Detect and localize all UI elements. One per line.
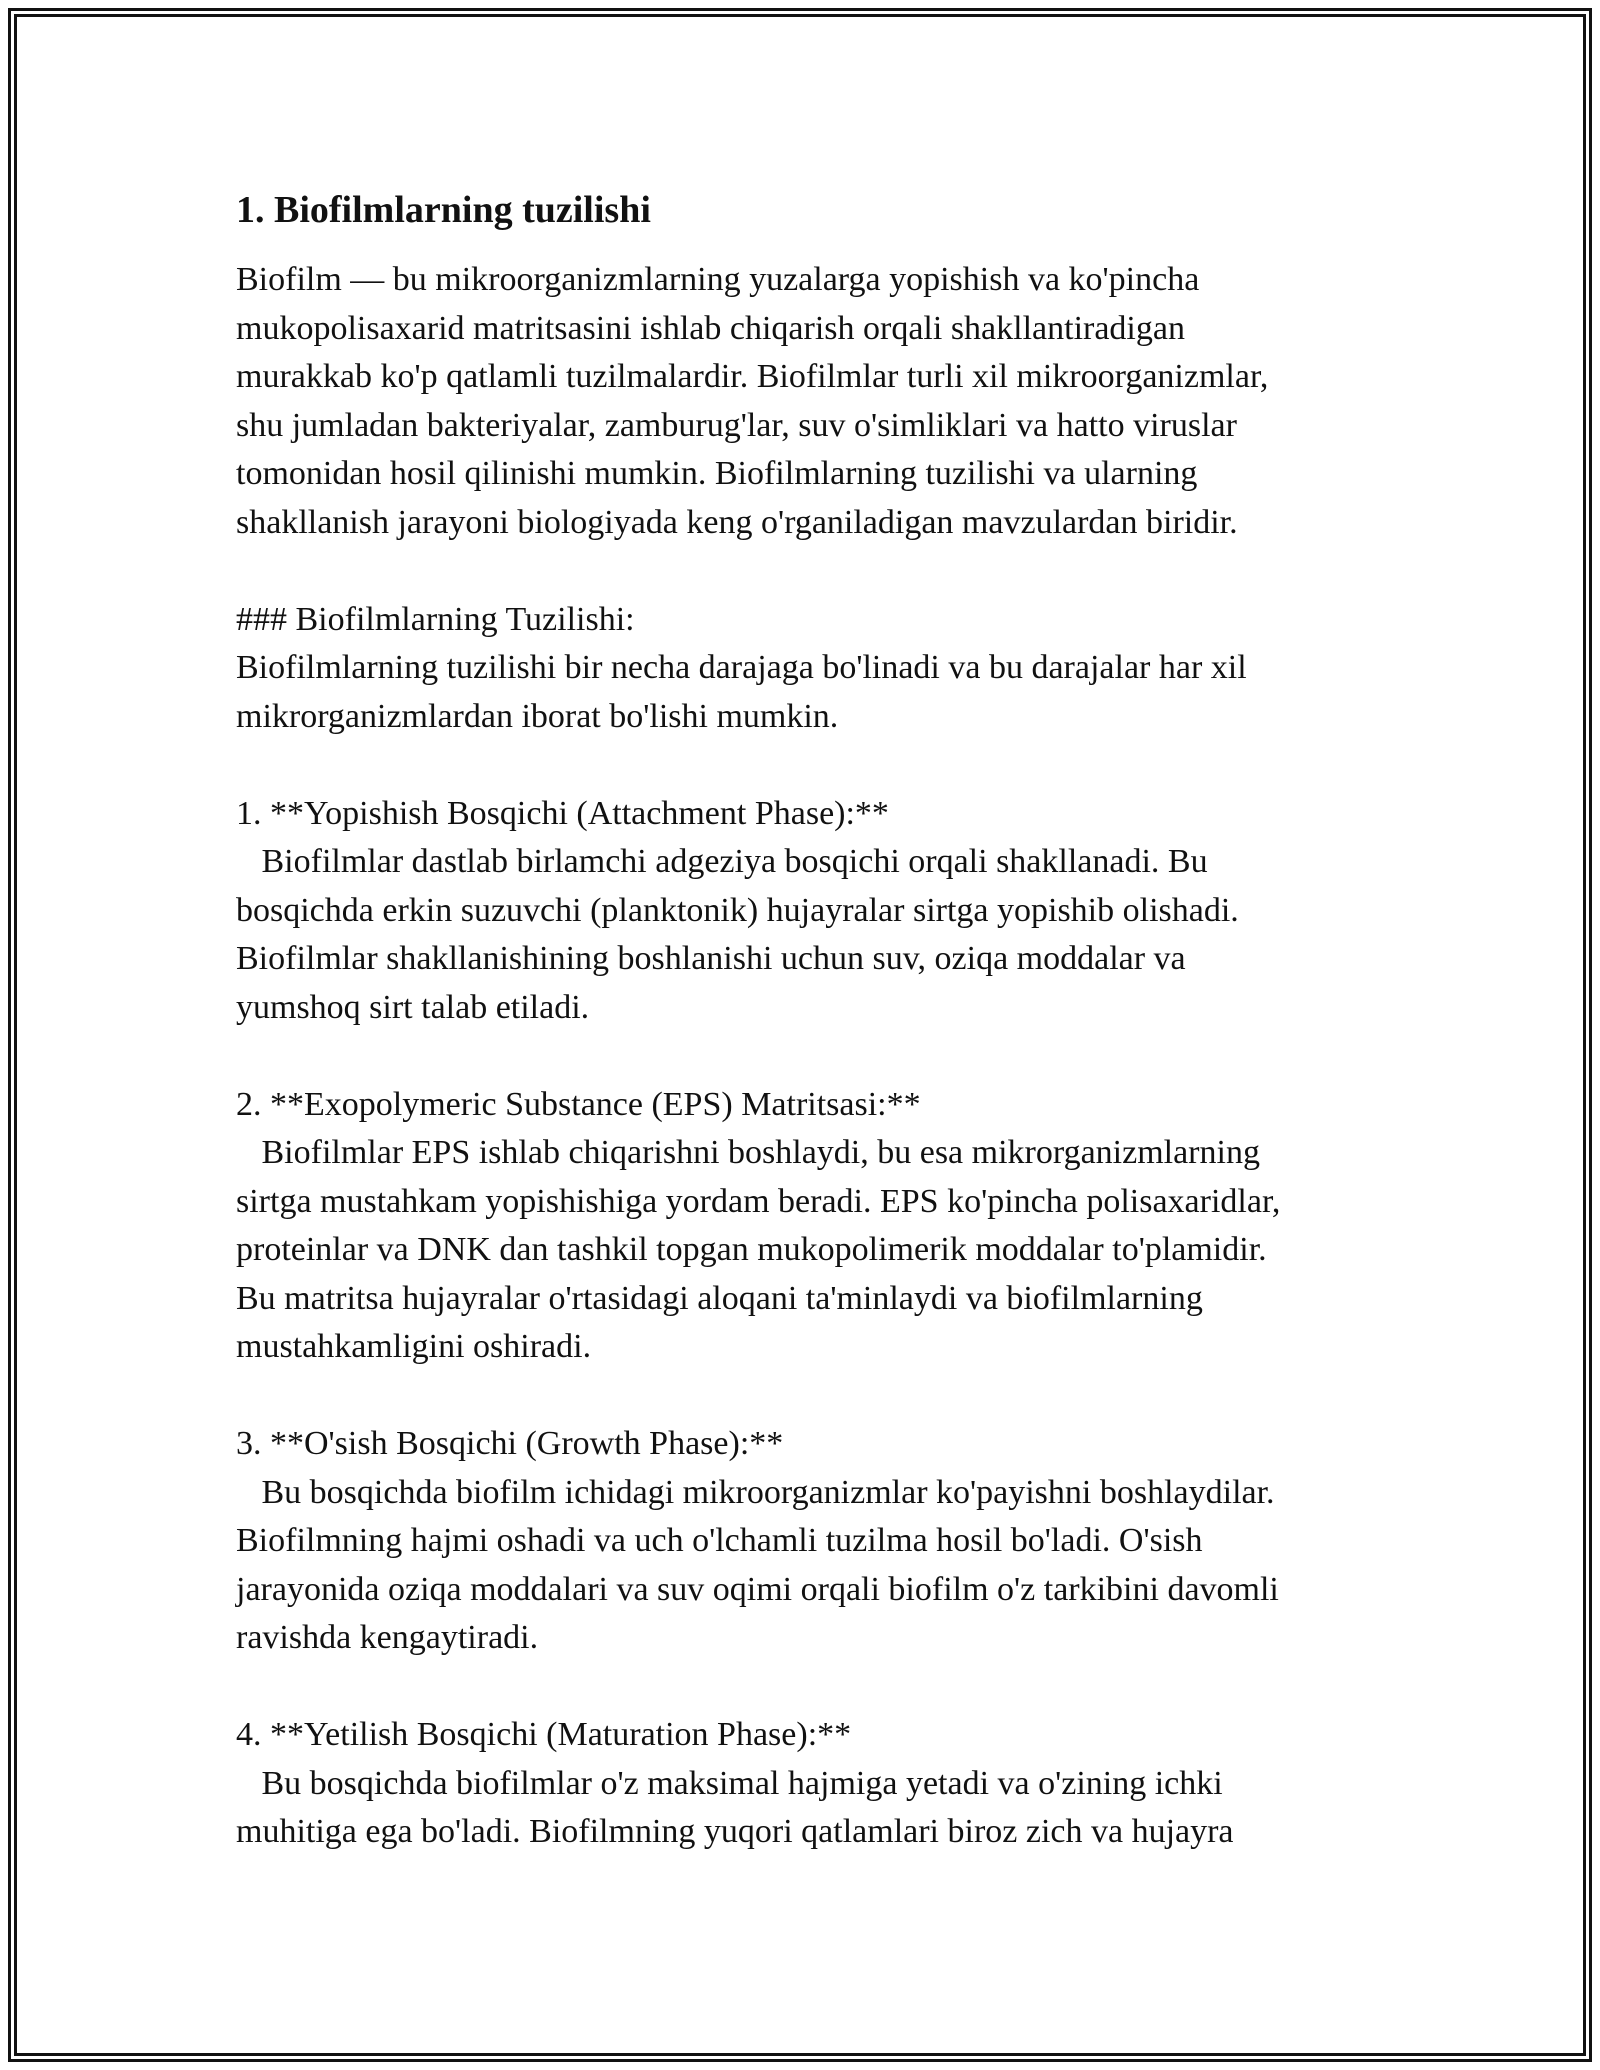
document-body	[236, 186, 1376, 1857]
list-item-body: Bu bosqichda biofilm ichidagi mikroorganizmlar ko'payishni boshlaydilar. Biofilmning hajmi oshadi va uch o'lchamli tuzilma hosil bo'ladi. O'sish jarayonida oziqa moddalari va suv oqimi orqali biofilm o'z tarkibini davomli ravishda kengaytiradi.	[236, 1473, 1279, 1656]
list-item	[236, 1081, 1376, 1372]
list-item	[236, 1420, 1376, 1663]
paragraph-spacer	[236, 1663, 1376, 1712]
list-item	[236, 790, 1376, 1033]
paragraph-spacer	[236, 547, 1376, 596]
intro-paragraph: Biofilm — bu mikroorganizmlarning yuzalarga yopishish va ko'pincha mukopolisaxarid matritsasini ishlab chiqarish orqali shakllantiradigan murakkab ko'p qatlamli tuzilmalardir. Biofilmlar turli xil mikroorganizmlar, shu jumladan bakteriyalar, zamburug'lar, suv o'simliklari va hatto viruslar tomonidan hosil qilinishi mumkin. Biofilmlarning tuzilishi va ularning shakllanish jarayoni biologiyada keng o'rganiladigan mavzulardan biridir.	[236, 261, 1269, 541]
paragraph-spacer	[236, 1032, 1376, 1081]
list-item-title: 2. **Exopolymeric Substance (EPS) Matritsasi:**	[236, 1085, 921, 1123]
list-item-title: 3. **O'sish Bosqichi (Growth Phase):**	[236, 1425, 784, 1462]
section-heading: ### Biofilmlarning Tuzilishi:	[236, 600, 635, 638]
document-title: 1. Biofilmlarning tuzilishi	[236, 189, 651, 231]
list-item-title: 4. **Yetilish Bosqichi (Maturation Phase):**	[236, 1716, 852, 1753]
list-item-title: 1. **Yopishish Bosqichi (Attachment Phase):**	[236, 794, 889, 832]
list-item	[236, 1711, 1376, 1857]
list-item-body: Biofilmlar EPS ishlab chiqarishni boshlaydi, bu esa mikrorganizmlarning sirtga mustahkam yopishishiga yordam beradi. EPS ko'pincha polisaxaridlar, proteinlar va DNK dan tashkil topgan mukopolimerik moddalar to'plamidir. Bu matritsa hujayralar o'rtasidagi aloqani ta'minlaydi va biofilmlarning mustahkamligini oshiradi.	[236, 1134, 1281, 1365]
section-intro-paragraph: Biofilmlarning tuzilishi bir necha darajaga bo'linadi va bu darajalar har xil mikrorganizmlardan iborat bo'lishi mumkin.	[236, 649, 1247, 735]
list-item-body: Biofilmlar dastlab birlamchi adgeziya bosqichi orqali shakllanadi. Bu bosqichda erkin suzuvchi (planktonik) hujayralar sirtga yopishib olishadi. Biofilmlar shakllanishining boshlanishi uchun suv, oziqa moddalar va yumshoq sirt talab etiladi.	[236, 843, 1239, 1026]
paragraph-spacer	[236, 1372, 1376, 1421]
paragraph-spacer	[236, 741, 1376, 790]
list-item-body: Bu bosqichda biofilmlar o'z maksimal hajmiga yetadi va o'zining ichki muhitiga ega bo'ladi. Biofilmning yuqori qatlamlari biroz zich va hujayra	[236, 1764, 1234, 1850]
